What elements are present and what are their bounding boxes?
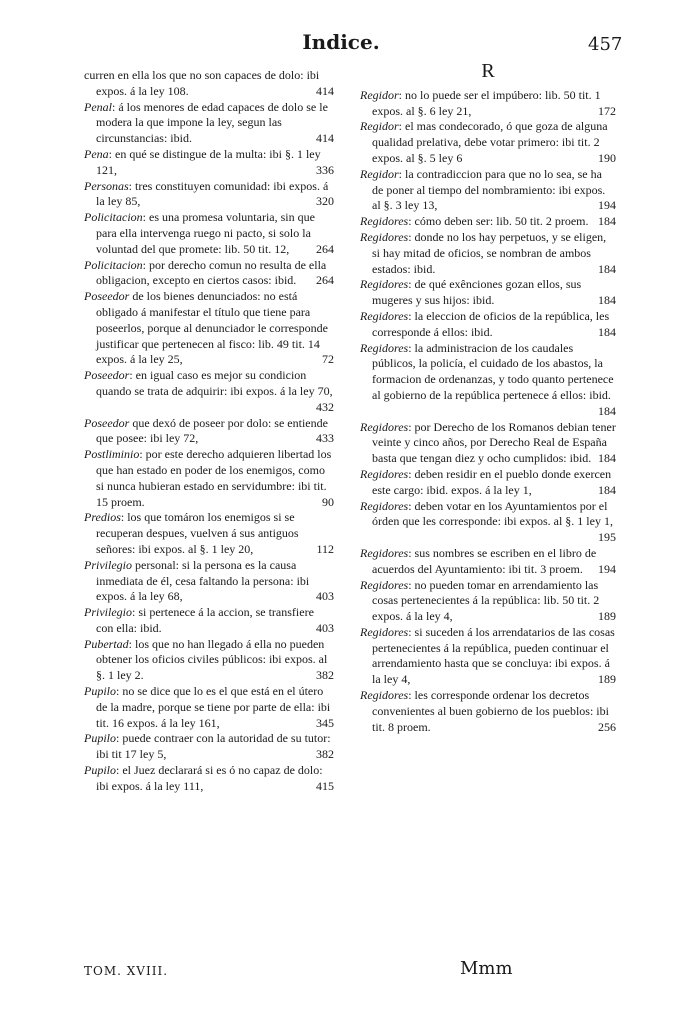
entry-text: : no lo puede ser el impúbero: lib. 50 tit. 1 expos. al §. 6 ley 21, bbox=[372, 87, 601, 118]
entry-text: : sus nombres se escriben en el libro de acuerdos del Ayuntamiento: ibi tit. 3 proem. bbox=[372, 545, 597, 576]
index-entry bbox=[360, 341, 616, 420]
entry-page-ref: 112 bbox=[316, 541, 334, 556]
entry-term: Regidores bbox=[360, 624, 409, 639]
entry-page-ref: 320 bbox=[316, 194, 334, 209]
index-entry bbox=[84, 368, 334, 415]
index-entry bbox=[84, 763, 334, 795]
entry-page-ref: 382 bbox=[316, 747, 334, 762]
entry-page-ref: 184 bbox=[598, 324, 616, 339]
entry-page-ref: 194 bbox=[598, 198, 616, 213]
entry-text: : puede contraer con la autoridad de su tutor: ibi tit 17 ley 5, bbox=[96, 731, 331, 762]
entry-term: Regidor bbox=[360, 166, 399, 181]
entry-term: Poseedor bbox=[84, 415, 130, 430]
entry-page-ref: 172 bbox=[598, 103, 616, 118]
index-entry bbox=[360, 214, 616, 230]
entry-term: Regidores bbox=[360, 308, 409, 323]
entry-text: curren en ella los que no son capaces de dolo: ibi expos. á la ley 108. bbox=[84, 68, 320, 98]
entry-term: Policitacion bbox=[84, 210, 143, 225]
entry-term: Regidores bbox=[360, 498, 409, 513]
entry-page-ref: 414 bbox=[316, 131, 334, 146]
entry-text: : de qué exênciones gozan ellos, sus mugeres y sus hijos: ibid. bbox=[372, 277, 582, 308]
index-entry bbox=[84, 258, 334, 290]
entry-term: Regidores bbox=[360, 229, 409, 244]
entry-text: : el Juez declarará si es ó no capaz de dolo: ibi expos. á la ley 111, bbox=[96, 763, 323, 793]
right-column bbox=[360, 60, 616, 735]
entry-term: Penal bbox=[84, 99, 112, 114]
index-entry bbox=[84, 510, 334, 557]
entry-text: : donde no los hay perpetuos, y se eligen, si hay mitad de oficios, se nombran de ambos estados: ibid. bbox=[372, 229, 607, 276]
entry-term: Pupilo bbox=[84, 731, 116, 746]
index-entry bbox=[360, 467, 616, 499]
entry-text: : los que tomáron los enemigos si se recuperan despues, vuelven á sus antiguos señores: ibi expos. al §. 1 ley 20, bbox=[96, 510, 299, 556]
entry-text: : la eleccion de oficios de la república, les corresponde á ellos: ibid. bbox=[372, 308, 610, 339]
entry-page-ref: 184 bbox=[598, 261, 616, 276]
entry-term: Predios bbox=[84, 510, 121, 525]
index-entry: Poseedor de los bienes denunciados: no está obligado á manifestar el título que tiene para poseerlos, porque al denunciador le corresponde justificar que pertenecen al fisco: lib. 49 tit. 14 expos. á la ley 25, 72 bbox=[84, 289, 334, 367]
index-entry bbox=[84, 416, 334, 448]
entry-text: de los bienes denunciados: no está obligado á manifestar el título que tiene para poseerlos, porque al denunciador le corresponde justificar que pertenecen al fisco: lib. 49 tit. 14 expos. á la ley 25, bbox=[96, 289, 328, 367]
index-entry bbox=[360, 119, 616, 166]
entry-term: Privilegio bbox=[84, 605, 132, 620]
index-entry bbox=[360, 277, 616, 309]
index-entry bbox=[360, 625, 616, 688]
entry-page-ref: 184 bbox=[598, 451, 616, 466]
index-entry bbox=[84, 731, 334, 763]
entry-term: Regidores bbox=[360, 340, 409, 355]
entry-term: Regidores bbox=[360, 214, 409, 229]
entry-text: : es una promesa voluntaria, sin que para ella intervenga ruego ni pacto, si solo la voluntad del que promete: lib. 50 tit. 12, bbox=[96, 210, 315, 256]
entry-page-ref: 336 bbox=[316, 162, 334, 177]
entry-text: : el mas condecorado, ó que goza de alguna qualidad prelativa, debe votar primero: ibi tit. 2 expos. al §. 5 ley 6 bbox=[372, 119, 608, 165]
index-entry bbox=[360, 688, 616, 735]
entry-text: : la administracion de los caudales públicos, la policía, el cuidado de los abastos, la formacion de ordenanzas, y todo quanto pertenece al gobierno de la república pertenece á ellos: ibid. bbox=[372, 340, 614, 402]
entry-term: Regidores bbox=[360, 688, 409, 703]
entry-text: : los que no han llegado á ella no pueden obtener los oficios civiles públicos: ibi expos. al §. 1 ley 2. bbox=[96, 636, 328, 683]
entry-page-ref: 189 bbox=[598, 672, 616, 687]
index-entry: Postliminio: por este derecho adquieren libertad los que han estado en poder de los enemigos, como si nunca hubieran estado en servidumbre: ibi tit. 15 proem. 90 bbox=[84, 447, 334, 509]
entry-page-ref: 403 bbox=[316, 620, 334, 635]
signature-mark: Mmm bbox=[460, 958, 513, 979]
entry-text: : á los menores de edad capaces de dolo se le modera la que impone la ley, segun las circunstancias: ibid. bbox=[96, 99, 328, 146]
entry-page-ref: 403 bbox=[316, 589, 334, 604]
entry-text: : en qué se distingue de la multa: ibi §. 1 ley 121, bbox=[96, 146, 321, 177]
entry-text: : tres constituyen comunidad: ibi expos. á la ley 85, bbox=[96, 178, 329, 209]
index-entry bbox=[84, 147, 334, 179]
entry-text: : les corresponde ordenar los decretos convenientes al buen gobierno de los pueblos: ibi tit. 8 proem. bbox=[372, 688, 609, 734]
entry-text: : no se dice que lo es el que está en el útero de la madre, porque se tiene por parte de ella: ibi tit. 16 expos. á la ley 161, bbox=[96, 684, 331, 730]
entry-term: Regidores bbox=[360, 466, 409, 481]
entry-page-ref: 194 bbox=[598, 561, 616, 576]
entry-term: Postliminio bbox=[84, 447, 140, 462]
entry-text: : si suceden á los arrendatarios de las cosas pertenecientes á la república, pueden continuar el arrendamiento hasta que se concluya: ibi expos. á la ley 4, bbox=[372, 624, 615, 687]
entry-page-ref: 184 bbox=[598, 214, 616, 229]
entry-text: : la contradiccion para que no lo sea, se ha de poner al tiempo del nombramiento: ibi expos. al §. 3 ley 13, bbox=[372, 166, 606, 213]
entry-text: : cómo deben ser: lib. 50 tit. 2 proem. bbox=[408, 214, 589, 229]
entry-page-ref: 415 bbox=[316, 778, 334, 793]
entry-term: Regidores bbox=[360, 545, 409, 560]
entry-text: : por Derecho de los Romanos debian tener veinte y cinco años, por Derecho Real de España basta que tengan diez y ocho cumplidos: ibid. bbox=[372, 419, 616, 466]
index-entry bbox=[84, 179, 334, 211]
entry-page-ref: 264 bbox=[316, 273, 334, 288]
page-header-title: Indice. bbox=[302, 30, 380, 54]
entry-term: Regidor bbox=[360, 119, 399, 134]
entry-page-ref: 382 bbox=[316, 668, 334, 683]
entry-text: : por derecho comun no resulta de ella obligacion, excepto en ciertos casos: ibid. bbox=[96, 257, 327, 288]
index-entry bbox=[360, 546, 616, 578]
entry-page-ref: 195 bbox=[598, 530, 616, 545]
entry-term: Poseedor bbox=[84, 289, 130, 304]
entry-term: Pupilo bbox=[84, 763, 116, 778]
index-entry bbox=[84, 558, 334, 605]
section-letter: R bbox=[481, 60, 495, 82]
entry-page-ref: 184 bbox=[598, 403, 616, 418]
entry-text: : en igual caso es mejor su condicion quando se trata de adquirir: ibi expos. á la ley 70, bbox=[96, 368, 333, 398]
entry-text: : si pertenece á la accion, se transfiere con ella: ibid. bbox=[96, 605, 314, 635]
index-entry bbox=[360, 499, 616, 546]
volume-label: TOM. XVIII. bbox=[84, 964, 169, 978]
entry-page-ref: 345 bbox=[316, 715, 334, 730]
left-column bbox=[84, 68, 334, 795]
page-number: 457 bbox=[588, 34, 623, 55]
entry-page-ref: 184 bbox=[598, 482, 616, 497]
entry-term: Regidores bbox=[360, 577, 409, 592]
index-entry bbox=[360, 309, 616, 341]
index-entry bbox=[360, 420, 616, 467]
index-entry bbox=[84, 605, 334, 637]
entry-page-ref: 190 bbox=[598, 150, 616, 165]
entry-term: Regidor bbox=[360, 87, 399, 102]
index-entry bbox=[360, 167, 616, 214]
entry-page-ref: 256 bbox=[598, 719, 616, 734]
entry-text: : deben residir en el pueblo donde exercen este cargo: ibid. expos. á la ley 1, bbox=[372, 466, 612, 497]
index-entry bbox=[84, 637, 334, 684]
entry-page-ref: 433 bbox=[316, 431, 334, 446]
entry-text: : deben votar en los Ayuntamientos por el órden que les corresponde: ibi expos. al §. 1 ley 1, bbox=[372, 498, 613, 529]
index-entry bbox=[84, 68, 334, 100]
entry-text: : por este derecho adquieren libertad los que han estado en poder de los enemigos, como si nunca hubieran estado en servidumbre: ibi tit. 15 proem. bbox=[96, 447, 332, 509]
entry-term: Poseedor bbox=[84, 368, 130, 383]
entry-page-ref: 184 bbox=[598, 293, 616, 308]
entry-page-ref: 189 bbox=[598, 609, 616, 624]
entry-term: Privilegio bbox=[84, 557, 132, 572]
entry-term: Policitacion bbox=[84, 257, 143, 272]
entry-text: personal: si la persona es la causa inmediata de él, cesa faltando la persona: ibi expos. á la ley 68, bbox=[96, 557, 310, 604]
entry-text: que dexó de poseer por dolo: se entiende que posee: ibi ley 72, bbox=[96, 415, 328, 446]
index-entry bbox=[360, 230, 616, 277]
index-entry bbox=[84, 684, 334, 731]
entry-term: Pupilo bbox=[84, 684, 116, 699]
entry-term: Personas bbox=[84, 178, 129, 193]
entry-text: : no pueden tomar en arrendamiento las cosas pertenecientes á la república: lib. 50 tit. 2 expos. á la ley 4, bbox=[372, 577, 600, 624]
index-entry bbox=[360, 88, 616, 120]
entry-page-ref: 264 bbox=[316, 241, 334, 256]
index-entry bbox=[84, 210, 334, 257]
entry-term: Pena bbox=[84, 146, 109, 161]
entry-term: Pubertad bbox=[84, 636, 129, 651]
entry-term: Regidores bbox=[360, 277, 409, 292]
entry-page-ref: 414 bbox=[316, 83, 334, 98]
index-entry bbox=[84, 100, 334, 147]
index-entry bbox=[360, 578, 616, 625]
entry-term: Regidores bbox=[360, 419, 409, 434]
entry-page-ref: 432 bbox=[316, 399, 334, 414]
